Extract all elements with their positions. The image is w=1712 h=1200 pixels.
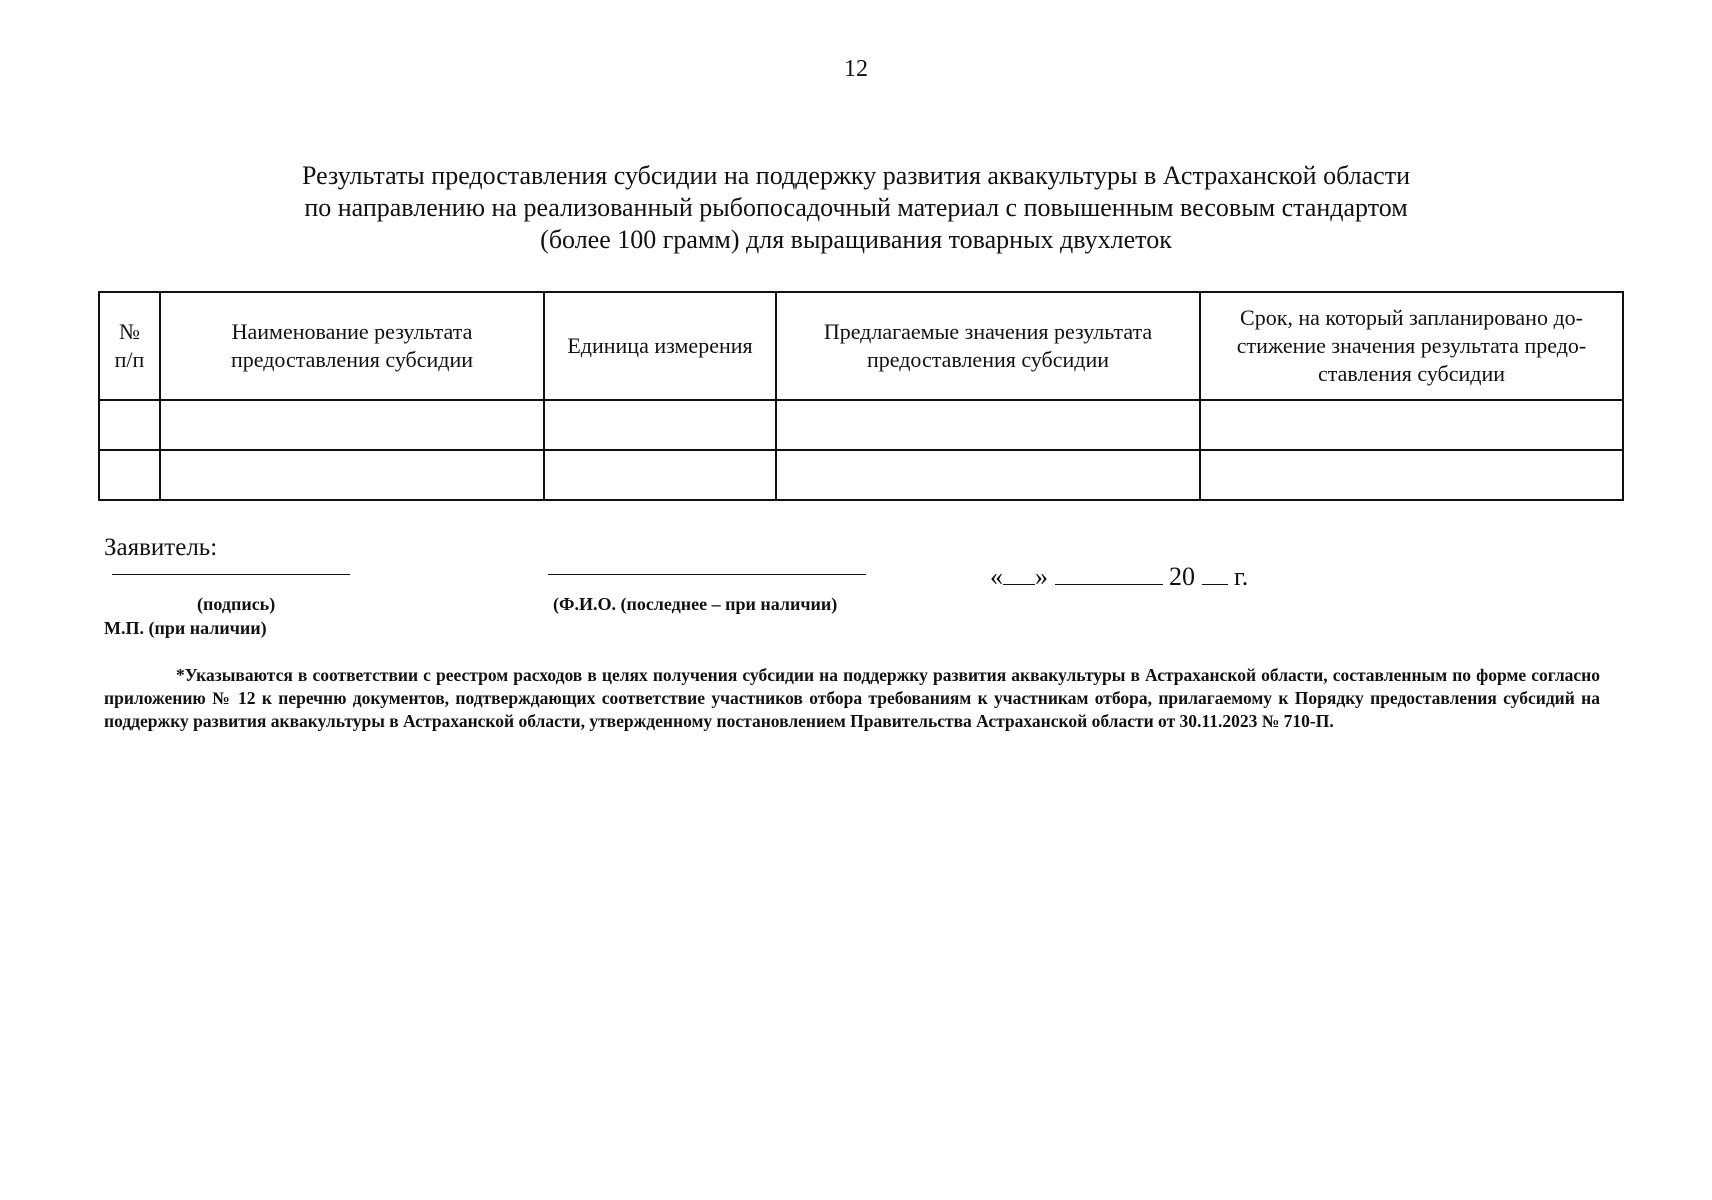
date-open-quote: « bbox=[990, 562, 1003, 591]
header-unit: Единица измерения bbox=[544, 292, 776, 400]
date-field bbox=[990, 562, 1248, 592]
table-cell[interactable] bbox=[776, 450, 1200, 500]
table-cell[interactable] bbox=[544, 400, 776, 450]
document-title bbox=[200, 160, 1512, 256]
stamp-caption: М.П. (при наличии) bbox=[104, 618, 267, 638]
table-cell[interactable] bbox=[1200, 400, 1623, 450]
footnote: *Указываются в соответствии с реестром расходов в целях получения субсидии на поддержку развития аквакультуры в Астраханской области, составленным по форме согласно приложению № 12 к перечню документов, подтверждающих соответствие участников отбора требованиям к участникам отбора, прилагаемому к Порядку предоставления субсидий на поддержку развития аквакультуры в Астраханской области, утвержденному постановлением Правительства Астраханской области от 30.11.2023 № 710-П. bbox=[104, 665, 1600, 731]
name-caption: (Ф.И.О. (последнее – при наличии) bbox=[553, 594, 838, 614]
results-table bbox=[98, 291, 1624, 501]
header-number: № п/п bbox=[99, 292, 160, 400]
table-cell[interactable] bbox=[1200, 450, 1623, 500]
table-header-row bbox=[99, 292, 1623, 400]
applicant-label: Заявитель: bbox=[104, 534, 218, 561]
year-suffix: г. bbox=[1234, 562, 1249, 591]
table-cell[interactable] bbox=[99, 450, 160, 500]
table-cell[interactable] bbox=[776, 400, 1200, 450]
header-deadline: Срок, на который запланировано до- стижение значения результата предо- ставления субсидии bbox=[1200, 292, 1623, 400]
table-cell[interactable] bbox=[160, 450, 544, 500]
title-line-3: (более 100 грамм) для выращивания товарных двухлеток bbox=[540, 225, 1172, 254]
title-line-1: Результаты предоставления субсидии на поддержку развития аквакультуры в Астраханской области bbox=[302, 161, 1410, 190]
header-proposed-values: Предлагаемые значения результата предоставления субсидии bbox=[776, 292, 1200, 400]
signature-caption: (подпись) bbox=[197, 594, 276, 614]
year-blank[interactable] bbox=[1202, 562, 1228, 585]
table-cell[interactable] bbox=[544, 450, 776, 500]
page-number: 12 bbox=[844, 56, 868, 82]
signature-line[interactable] bbox=[112, 574, 350, 575]
day-blank[interactable] bbox=[1003, 562, 1035, 585]
month-blank[interactable] bbox=[1055, 562, 1163, 585]
table-row bbox=[99, 400, 1623, 450]
title-line-2: по направлению на реализованный рыбопосадочный материал с повышенным весовым стандартом bbox=[304, 193, 1408, 222]
table-cell[interactable] bbox=[160, 400, 544, 450]
year-prefix: 20 bbox=[1169, 562, 1195, 591]
name-line[interactable] bbox=[548, 574, 866, 575]
date-close-quote: » bbox=[1035, 562, 1048, 591]
table-row bbox=[99, 450, 1623, 500]
table-cell[interactable] bbox=[99, 400, 160, 450]
header-result-name: Наименование результата предоставления субсидии bbox=[160, 292, 544, 400]
